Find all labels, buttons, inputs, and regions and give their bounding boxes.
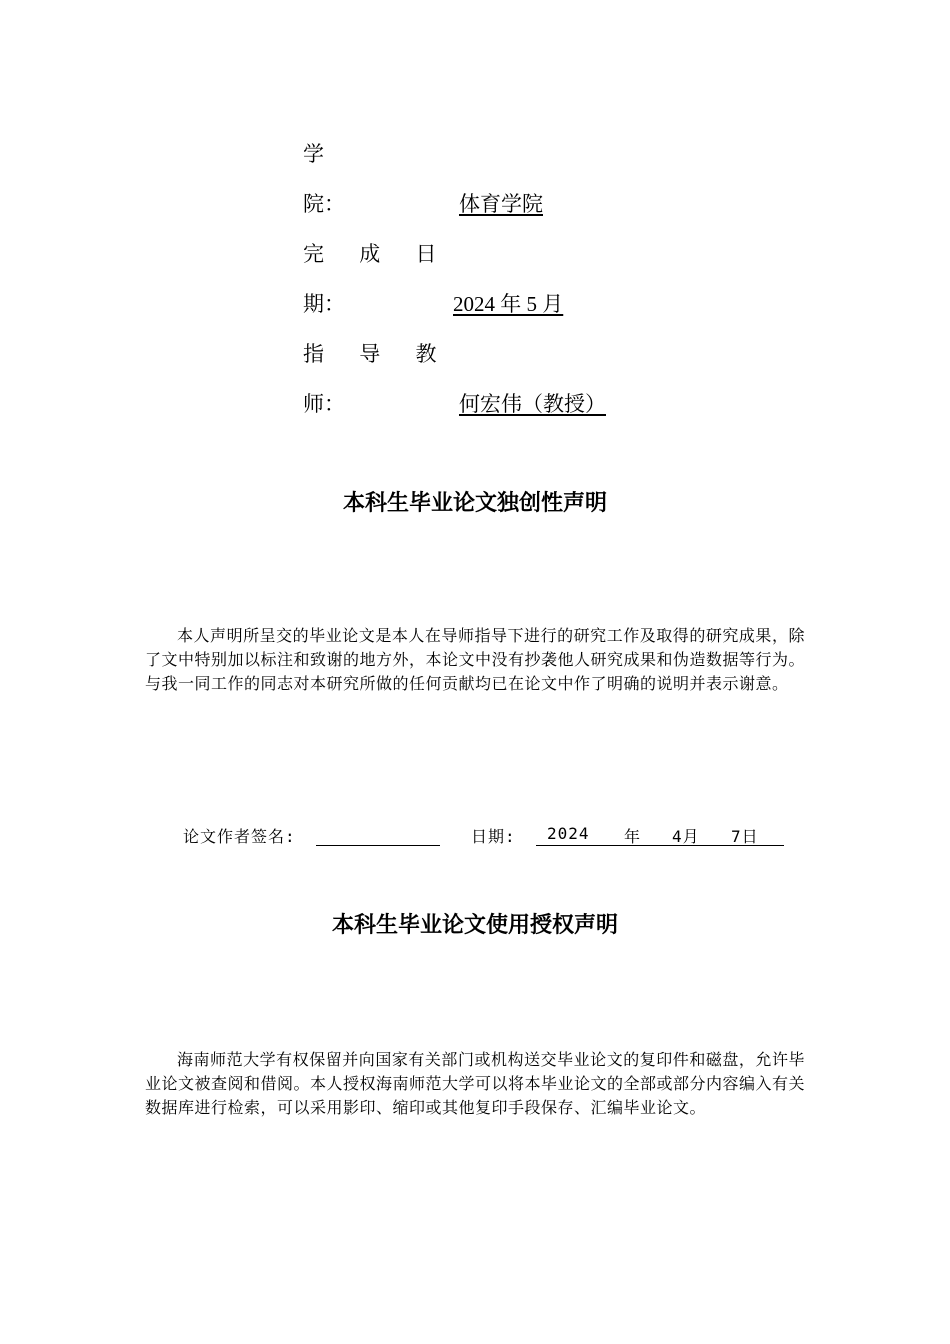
advisor-label-line1: 指 导 教: [303, 342, 452, 366]
signature-year: 2024: [547, 824, 590, 843]
college-value: 体育学院: [459, 192, 543, 216]
authorization-title: 本科生毕业论文使用授权声明: [331, 913, 618, 938]
date-label-line2: 期：: [303, 292, 345, 316]
signature-day: 7日: [731, 827, 759, 846]
signature-date-label: 日期:: [471, 827, 516, 846]
signature-year-unit: 年: [624, 827, 642, 846]
advisor-value: 何宏伟（教授）: [459, 392, 606, 416]
completion-date-value: 2024 年 5 月: [453, 292, 564, 316]
college-label-line2: 院：: [303, 192, 345, 216]
date-label-line1: 完 成 日: [303, 242, 452, 266]
author-signature-label: 论文作者签名:: [183, 827, 296, 846]
originality-title: 本科生毕业论文独创性声明: [342, 491, 607, 516]
originality-body: 本人声明所呈交的毕业论文是本人在导师指导下进行的研究工作及取得的研究成果，除了文中特别加以标注和致谢的地方外，本论文中没有抄袭他人研究成果和伪造数据等行为。与我一同工作的同志对本研究所做的任何贡献均已在论文中作了明确的说明并表示谢意。: [145, 626, 806, 693]
college-label-line1: 学: [303, 142, 324, 166]
author-signature-line: [316, 845, 440, 846]
signature-month: 4月: [672, 827, 700, 846]
advisor-label-line2: 师：: [303, 392, 345, 416]
authorization-body: 海南师范大学有权保留并向国家有关部门或机构送交毕业论文的复印件和磁盘，允许毕业论文被查阅和借阅。本人授权海南师范大学可以将本毕业论文的全部或部分内容编入有关数据库进行检索，可以采用影印、缩印或其他复印手段保存、汇编毕业论文。: [145, 1050, 806, 1117]
